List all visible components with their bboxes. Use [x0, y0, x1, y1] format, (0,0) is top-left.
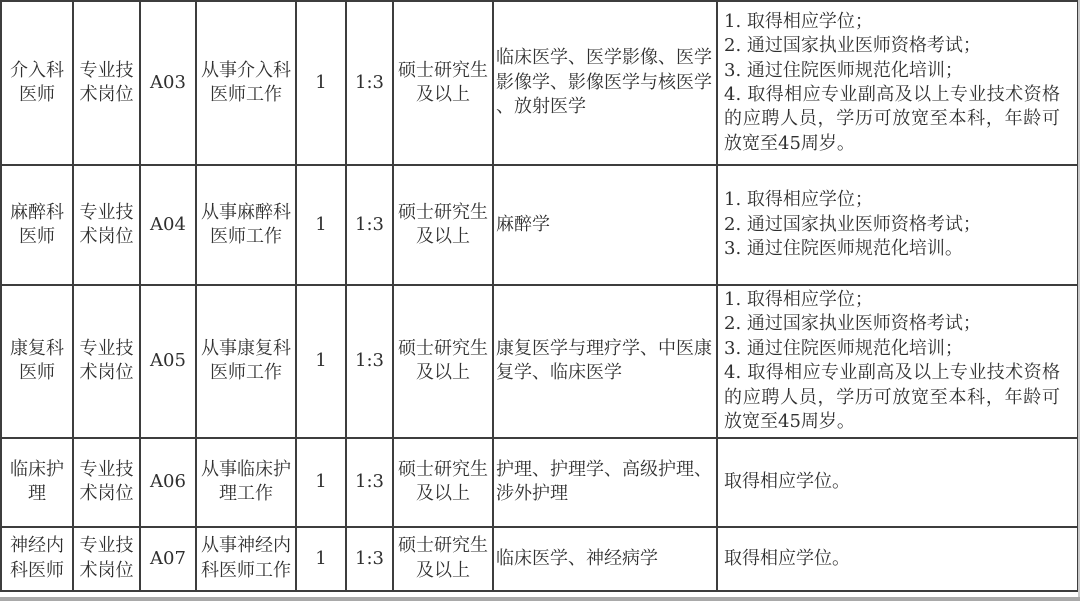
duty-cell: 从事临床护理工作 — [196, 438, 296, 527]
category-cell: 专业技术岗位 — [73, 285, 140, 438]
requirements-cell: 取得相应学位。 — [717, 438, 1078, 527]
majors-cell: 康复医学与理疗学、中医康复学、临床医学 — [493, 285, 717, 438]
position-cell: 麻醉科医师 — [1, 165, 73, 285]
education-cell: 硕士研究生及以上 — [393, 1, 493, 165]
position-cell: 康复科医师 — [1, 285, 73, 438]
position-cell: 临床护理 — [1, 438, 73, 527]
requirements-cell: 取得相应学位。 — [717, 527, 1078, 591]
category-cell: 专业技术岗位 — [73, 1, 140, 165]
table-row — [1, 285, 1078, 438]
duty-cell: 从事康复科医师工作 — [196, 285, 296, 438]
duty-cell: 从事神经内科医师工作 — [196, 527, 296, 591]
majors-cell: 临床医学、神经病学 — [493, 527, 717, 591]
page-bottom-edge — [0, 597, 1080, 601]
category-cell: 专业技术岗位 — [73, 438, 140, 527]
headcount-cell: 1 — [296, 438, 346, 527]
code-cell: A07 — [140, 527, 196, 591]
education-cell: 硕士研究生及以上 — [393, 527, 493, 591]
category-cell: 专业技术岗位 — [73, 165, 140, 285]
table-row — [1, 165, 1078, 285]
table-row — [1, 438, 1078, 527]
ratio-cell: 1:3 — [346, 285, 393, 438]
headcount-cell: 1 — [296, 527, 346, 591]
category-cell: 专业技术岗位 — [73, 527, 140, 591]
headcount-cell: 1 — [296, 1, 346, 165]
education-cell: 硕士研究生及以上 — [393, 165, 493, 285]
table-row — [1, 527, 1078, 591]
position-cell: 神经内科医师 — [1, 527, 73, 591]
duty-cell: 从事介入科医师工作 — [196, 1, 296, 165]
majors-cell: 临床医学、医学影像、医学影像学、影像医学与核医学、放射医学 — [493, 1, 717, 165]
headcount-cell: 1 — [296, 165, 346, 285]
requirements-cell: 1. 取得相应学位； 2. 通过国家执业医师资格考试； 3. 通过住院医师规范化培训。 — [717, 165, 1078, 285]
position-cell: 介入科医师 — [1, 1, 73, 165]
ratio-cell: 1:3 — [346, 165, 393, 285]
headcount-cell: 1 — [296, 285, 346, 438]
ratio-cell: 1:3 — [346, 527, 393, 591]
table-row — [1, 1, 1078, 165]
code-cell: A05 — [140, 285, 196, 438]
education-cell: 硕士研究生及以上 — [393, 438, 493, 527]
requirements-cell: 1. 取得相应学位； 2. 通过国家执业医师资格考试； 3. 通过住院医师规范化培训； 4. 取得相应专业副高及以上专业技术资格的应聘人员，学历可放宽至本科，年龄可放宽至45周岁。 — [717, 1, 1078, 165]
ratio-cell: 1:3 — [346, 1, 393, 165]
code-cell: A03 — [140, 1, 196, 165]
requirements-cell: 1. 取得相应学位； 2. 通过国家执业医师资格考试； 3. 通过住院医师规范化培训； 4. 取得相应专业副高及以上专业技术资格的应聘人员，学历可放宽至本科，年龄可放宽至45周岁。 — [717, 285, 1078, 438]
ratio-cell: 1:3 — [346, 438, 393, 527]
duty-cell: 从事麻醉科医师工作 — [196, 165, 296, 285]
majors-cell: 麻醉学 — [493, 165, 717, 285]
education-cell: 硕士研究生及以上 — [393, 285, 493, 438]
code-cell: A06 — [140, 438, 196, 527]
majors-cell: 护理、护理学、高级护理、涉外护理 — [493, 438, 717, 527]
code-cell: A04 — [140, 165, 196, 285]
